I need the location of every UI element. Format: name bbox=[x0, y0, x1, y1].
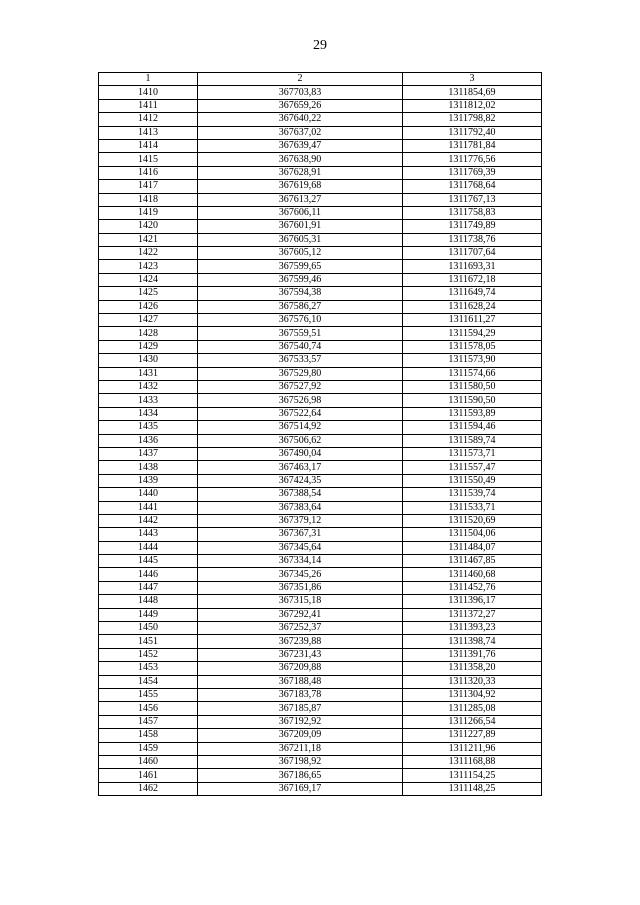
table-row bbox=[99, 407, 542, 420]
table-row bbox=[99, 260, 542, 273]
y-coordinate-cell: 1311320,33 bbox=[403, 675, 542, 688]
x-coordinate-cell: 367628,91 bbox=[198, 166, 403, 179]
point-number-cell: 1417 bbox=[99, 180, 198, 193]
y-coordinate-cell: 1311304,92 bbox=[403, 688, 542, 701]
point-number-cell: 1449 bbox=[99, 608, 198, 621]
table-row bbox=[99, 354, 542, 367]
table-row bbox=[99, 394, 542, 407]
table-row bbox=[99, 340, 542, 353]
table-row bbox=[99, 327, 542, 340]
table-row bbox=[99, 421, 542, 434]
table-row bbox=[99, 702, 542, 715]
table-row bbox=[99, 528, 542, 541]
y-coordinate-cell: 1311768,64 bbox=[403, 180, 542, 193]
table-row bbox=[99, 675, 542, 688]
y-coordinate-cell: 1311693,31 bbox=[403, 260, 542, 273]
x-coordinate-cell: 367351,86 bbox=[198, 581, 403, 594]
table-row bbox=[99, 99, 542, 112]
table-row bbox=[99, 153, 542, 166]
x-coordinate-cell: 367315,18 bbox=[198, 595, 403, 608]
y-coordinate-cell: 1311398,74 bbox=[403, 635, 542, 648]
y-coordinate-cell: 1311738,76 bbox=[403, 233, 542, 246]
x-coordinate-cell: 367209,09 bbox=[198, 729, 403, 742]
y-coordinate-cell: 1311749,89 bbox=[403, 220, 542, 233]
y-coordinate-cell: 1311154,25 bbox=[403, 769, 542, 782]
table-row bbox=[99, 193, 542, 206]
y-coordinate-cell: 1311776,56 bbox=[403, 153, 542, 166]
point-number-cell: 1427 bbox=[99, 314, 198, 327]
x-coordinate-cell: 367613,27 bbox=[198, 193, 403, 206]
table-row bbox=[99, 166, 542, 179]
x-coordinate-cell: 367659,26 bbox=[198, 99, 403, 112]
table-row bbox=[99, 608, 542, 621]
x-coordinate-cell: 367239,88 bbox=[198, 635, 403, 648]
point-number-cell: 1414 bbox=[99, 139, 198, 152]
point-number-cell: 1439 bbox=[99, 474, 198, 487]
y-coordinate-cell: 1311854,69 bbox=[403, 86, 542, 99]
x-coordinate-cell: 367345,64 bbox=[198, 541, 403, 554]
point-number-cell: 1453 bbox=[99, 662, 198, 675]
y-coordinate-cell: 1311798,82 bbox=[403, 113, 542, 126]
table-row bbox=[99, 568, 542, 581]
point-number-cell: 1428 bbox=[99, 327, 198, 340]
table-row bbox=[99, 273, 542, 286]
point-number-cell: 1412 bbox=[99, 113, 198, 126]
x-coordinate-cell: 367345,26 bbox=[198, 568, 403, 581]
table-row bbox=[99, 769, 542, 782]
table-row bbox=[99, 742, 542, 755]
x-coordinate-cell: 367606,11 bbox=[198, 206, 403, 219]
column-header-2: 2 bbox=[198, 73, 403, 86]
table-row bbox=[99, 367, 542, 380]
table-row bbox=[99, 180, 542, 193]
x-coordinate-cell: 367388,54 bbox=[198, 488, 403, 501]
table-header-row bbox=[99, 73, 542, 86]
x-coordinate-cell: 367540,74 bbox=[198, 340, 403, 353]
point-number-cell: 1426 bbox=[99, 300, 198, 313]
y-coordinate-cell: 1311285,08 bbox=[403, 702, 542, 715]
table-row bbox=[99, 139, 542, 152]
point-number-cell: 1452 bbox=[99, 648, 198, 661]
x-coordinate-cell: 367576,10 bbox=[198, 314, 403, 327]
x-coordinate-cell: 367527,92 bbox=[198, 380, 403, 393]
x-coordinate-cell: 367637,02 bbox=[198, 126, 403, 139]
point-number-cell: 1438 bbox=[99, 461, 198, 474]
y-coordinate-cell: 1311266,54 bbox=[403, 715, 542, 728]
y-coordinate-cell: 1311580,50 bbox=[403, 380, 542, 393]
y-coordinate-cell: 1311672,18 bbox=[403, 273, 542, 286]
point-number-cell: 1429 bbox=[99, 340, 198, 353]
table-row bbox=[99, 461, 542, 474]
x-coordinate-cell: 367703,83 bbox=[198, 86, 403, 99]
y-coordinate-cell: 1311590,50 bbox=[403, 394, 542, 407]
table-row bbox=[99, 555, 542, 568]
table-row bbox=[99, 474, 542, 487]
y-coordinate-cell: 1311594,29 bbox=[403, 327, 542, 340]
y-coordinate-cell: 1311573,71 bbox=[403, 447, 542, 460]
table-row bbox=[99, 648, 542, 661]
point-number-cell: 1445 bbox=[99, 555, 198, 568]
table-row bbox=[99, 233, 542, 246]
y-coordinate-cell: 1311452,76 bbox=[403, 581, 542, 594]
point-number-cell: 1451 bbox=[99, 635, 198, 648]
point-number-cell: 1418 bbox=[99, 193, 198, 206]
table-row bbox=[99, 300, 542, 313]
point-number-cell: 1419 bbox=[99, 206, 198, 219]
table-row bbox=[99, 622, 542, 635]
x-coordinate-cell: 367599,46 bbox=[198, 273, 403, 286]
point-number-cell: 1432 bbox=[99, 380, 198, 393]
point-number-cell: 1443 bbox=[99, 528, 198, 541]
x-coordinate-cell: 367522,64 bbox=[198, 407, 403, 420]
point-number-cell: 1416 bbox=[99, 166, 198, 179]
x-coordinate-cell: 367252,37 bbox=[198, 622, 403, 635]
point-number-cell: 1421 bbox=[99, 233, 198, 246]
y-coordinate-cell: 1311520,69 bbox=[403, 514, 542, 527]
point-number-cell: 1411 bbox=[99, 99, 198, 112]
y-coordinate-cell: 1311589,74 bbox=[403, 434, 542, 447]
table-row bbox=[99, 501, 542, 514]
point-number-cell: 1460 bbox=[99, 755, 198, 768]
point-number-cell: 1423 bbox=[99, 260, 198, 273]
y-coordinate-cell: 1311391,76 bbox=[403, 648, 542, 661]
point-number-cell: 1450 bbox=[99, 622, 198, 635]
x-coordinate-cell: 367169,17 bbox=[198, 782, 403, 795]
y-coordinate-cell: 1311396,17 bbox=[403, 595, 542, 608]
x-coordinate-cell: 367367,31 bbox=[198, 528, 403, 541]
table-row bbox=[99, 595, 542, 608]
table-row bbox=[99, 581, 542, 594]
table-row bbox=[99, 688, 542, 701]
x-coordinate-cell: 367383,64 bbox=[198, 501, 403, 514]
x-coordinate-cell: 367198,92 bbox=[198, 755, 403, 768]
x-coordinate-cell: 367231,43 bbox=[198, 648, 403, 661]
x-coordinate-cell: 367640,22 bbox=[198, 113, 403, 126]
point-number-cell: 1441 bbox=[99, 501, 198, 514]
y-coordinate-cell: 1311557,47 bbox=[403, 461, 542, 474]
y-coordinate-cell: 1311769,39 bbox=[403, 166, 542, 179]
coordinates-table bbox=[98, 72, 542, 796]
point-number-cell: 1424 bbox=[99, 273, 198, 286]
table-row bbox=[99, 514, 542, 527]
x-coordinate-cell: 367334,14 bbox=[198, 555, 403, 568]
point-number-cell: 1455 bbox=[99, 688, 198, 701]
y-coordinate-cell: 1311148,25 bbox=[403, 782, 542, 795]
point-number-cell: 1447 bbox=[99, 581, 198, 594]
y-coordinate-cell: 1311611,27 bbox=[403, 314, 542, 327]
y-coordinate-cell: 1311168,88 bbox=[403, 755, 542, 768]
table-row bbox=[99, 729, 542, 742]
point-number-cell: 1410 bbox=[99, 86, 198, 99]
y-coordinate-cell: 1311758,83 bbox=[403, 206, 542, 219]
table-row bbox=[99, 220, 542, 233]
x-coordinate-cell: 367188,48 bbox=[198, 675, 403, 688]
x-coordinate-cell: 367292,41 bbox=[198, 608, 403, 621]
table-row bbox=[99, 86, 542, 99]
x-coordinate-cell: 367490,04 bbox=[198, 447, 403, 460]
x-coordinate-cell: 367605,31 bbox=[198, 233, 403, 246]
y-coordinate-cell: 1311707,64 bbox=[403, 247, 542, 260]
point-number-cell: 1444 bbox=[99, 541, 198, 554]
table-row bbox=[99, 662, 542, 675]
point-number-cell: 1431 bbox=[99, 367, 198, 380]
x-coordinate-cell: 367586,27 bbox=[198, 300, 403, 313]
x-coordinate-cell: 367594,38 bbox=[198, 287, 403, 300]
x-coordinate-cell: 367424,35 bbox=[198, 474, 403, 487]
x-coordinate-cell: 367183,78 bbox=[198, 688, 403, 701]
table-row bbox=[99, 380, 542, 393]
table-row bbox=[99, 541, 542, 554]
table-row bbox=[99, 206, 542, 219]
point-number-cell: 1437 bbox=[99, 447, 198, 460]
point-number-cell: 1446 bbox=[99, 568, 198, 581]
y-coordinate-cell: 1311573,90 bbox=[403, 354, 542, 367]
point-number-cell: 1420 bbox=[99, 220, 198, 233]
point-number-cell: 1425 bbox=[99, 287, 198, 300]
x-coordinate-cell: 367192,92 bbox=[198, 715, 403, 728]
table-row bbox=[99, 447, 542, 460]
y-coordinate-cell: 1311533,71 bbox=[403, 501, 542, 514]
table-row bbox=[99, 635, 542, 648]
x-coordinate-cell: 367605,12 bbox=[198, 247, 403, 260]
point-number-cell: 1422 bbox=[99, 247, 198, 260]
y-coordinate-cell: 1311550,49 bbox=[403, 474, 542, 487]
x-coordinate-cell: 367211,18 bbox=[198, 742, 403, 755]
point-number-cell: 1459 bbox=[99, 742, 198, 755]
x-coordinate-cell: 367639,47 bbox=[198, 139, 403, 152]
point-number-cell: 1442 bbox=[99, 514, 198, 527]
y-coordinate-cell: 1311767,13 bbox=[403, 193, 542, 206]
x-coordinate-cell: 367209,88 bbox=[198, 662, 403, 675]
table-body bbox=[99, 86, 542, 796]
table-row bbox=[99, 126, 542, 139]
x-coordinate-cell: 367533,57 bbox=[198, 354, 403, 367]
y-coordinate-cell: 1311484,07 bbox=[403, 541, 542, 554]
x-coordinate-cell: 367601,91 bbox=[198, 220, 403, 233]
x-coordinate-cell: 367526,98 bbox=[198, 394, 403, 407]
column-header-1: 1 bbox=[99, 73, 198, 86]
x-coordinate-cell: 367529,80 bbox=[198, 367, 403, 380]
y-coordinate-cell: 1311628,24 bbox=[403, 300, 542, 313]
point-number-cell: 1436 bbox=[99, 434, 198, 447]
x-coordinate-cell: 367506,62 bbox=[198, 434, 403, 447]
x-coordinate-cell: 367514,92 bbox=[198, 421, 403, 434]
point-number-cell: 1462 bbox=[99, 782, 198, 795]
y-coordinate-cell: 1311578,05 bbox=[403, 340, 542, 353]
page-number: 29 bbox=[313, 38, 327, 53]
point-number-cell: 1433 bbox=[99, 394, 198, 407]
x-coordinate-cell: 367599,65 bbox=[198, 260, 403, 273]
y-coordinate-cell: 1311539,74 bbox=[403, 488, 542, 501]
x-coordinate-cell: 367185,87 bbox=[198, 702, 403, 715]
table-row bbox=[99, 247, 542, 260]
y-coordinate-cell: 1311574,66 bbox=[403, 367, 542, 380]
point-number-cell: 1415 bbox=[99, 153, 198, 166]
table-row bbox=[99, 287, 542, 300]
point-number-cell: 1435 bbox=[99, 421, 198, 434]
y-coordinate-cell: 1311649,74 bbox=[403, 287, 542, 300]
table-row bbox=[99, 434, 542, 447]
table-row bbox=[99, 113, 542, 126]
y-coordinate-cell: 1311781,84 bbox=[403, 139, 542, 152]
x-coordinate-cell: 367463,17 bbox=[198, 461, 403, 474]
y-coordinate-cell: 1311460,68 bbox=[403, 568, 542, 581]
point-number-cell: 1440 bbox=[99, 488, 198, 501]
table-row bbox=[99, 782, 542, 795]
table-row bbox=[99, 314, 542, 327]
point-number-cell: 1448 bbox=[99, 595, 198, 608]
x-coordinate-cell: 367186,65 bbox=[198, 769, 403, 782]
x-coordinate-cell: 367379,12 bbox=[198, 514, 403, 527]
y-coordinate-cell: 1311211,96 bbox=[403, 742, 542, 755]
x-coordinate-cell: 367559,51 bbox=[198, 327, 403, 340]
y-coordinate-cell: 1311393,23 bbox=[403, 622, 542, 635]
point-number-cell: 1457 bbox=[99, 715, 198, 728]
x-coordinate-cell: 367619,68 bbox=[198, 180, 403, 193]
point-number-cell: 1458 bbox=[99, 729, 198, 742]
y-coordinate-cell: 1311593,89 bbox=[403, 407, 542, 420]
point-number-cell: 1434 bbox=[99, 407, 198, 420]
point-number-cell: 1461 bbox=[99, 769, 198, 782]
y-coordinate-cell: 1311467,85 bbox=[403, 555, 542, 568]
y-coordinate-cell: 1311227,89 bbox=[403, 729, 542, 742]
point-number-cell: 1413 bbox=[99, 126, 198, 139]
point-number-cell: 1456 bbox=[99, 702, 198, 715]
y-coordinate-cell: 1311504,06 bbox=[403, 528, 542, 541]
point-number-cell: 1430 bbox=[99, 354, 198, 367]
y-coordinate-cell: 1311594,46 bbox=[403, 421, 542, 434]
x-coordinate-cell: 367638,90 bbox=[198, 153, 403, 166]
point-number-cell: 1454 bbox=[99, 675, 198, 688]
y-coordinate-cell: 1311358,20 bbox=[403, 662, 542, 675]
y-coordinate-cell: 1311812,02 bbox=[403, 99, 542, 112]
column-header-3: 3 bbox=[403, 73, 542, 86]
y-coordinate-cell: 1311792,40 bbox=[403, 126, 542, 139]
y-coordinate-cell: 1311372,27 bbox=[403, 608, 542, 621]
table-row bbox=[99, 715, 542, 728]
table-row bbox=[99, 488, 542, 501]
table-row bbox=[99, 755, 542, 768]
